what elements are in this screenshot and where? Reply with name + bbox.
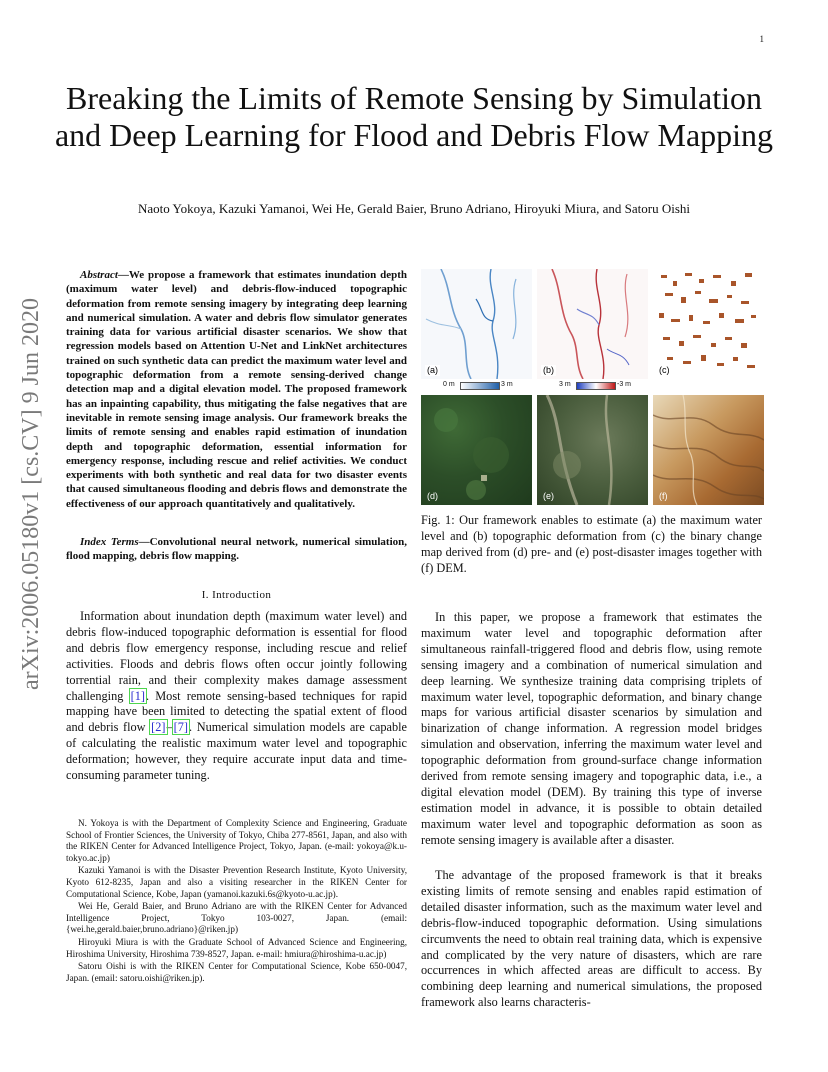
dem-hillshade (653, 395, 764, 505)
author-footnotes (66, 818, 407, 985)
figure-1 (421, 269, 764, 509)
intro-paragraph (66, 609, 407, 784)
colorbar-max: -3 m (617, 381, 631, 388)
citation-range-dash: – (166, 720, 173, 735)
water-level-map (421, 269, 532, 379)
colorbar-min: 3 m (559, 381, 571, 388)
footnote: Wei He, Gerald Baier, and Bruno Adriano are with the RIKEN Center for Advanced Intelligence Project, Tokyo 103-0027, Japan. (email: {wei.he,gerald.baier,bruno.adriano}@riken.jp) (66, 901, 407, 935)
footnote: Hiroyuki Miura is with the Graduate School of Advanced Science and Engineering, Hiroshima University, Hiroshima 739-8527, Japan. e-mail: hmiura@hiroshima-u.ac.jp) (66, 936, 407, 959)
figure-caption: Fig. 1: Our framework enables to estimate (a) the maximum water level and (b) topographic deformation from (c) the binary change map derived from (d) pre- and (e) post-disaster images together with (f) DEM. (421, 513, 762, 575)
footnote: N. Yokoya is with the Department of Complexity Science and Engineering, Graduate School of Frontier Sciences, the University of Tokyo, Chiba 277-8561, Japan, and also with the RIKEN Center for Advanced Intelligence Project, Tokyo, Japan. (e-mail: yokoya@k.u-tokyo.ac.jp) (66, 818, 407, 863)
panel-dem (653, 395, 764, 505)
satellite-image-post (537, 395, 648, 505)
change-map (653, 269, 764, 379)
panel-label: (a) (427, 365, 438, 375)
intro-text-part: . Most remote sensing-based techniques for rapid mapping have been limited to detecting the spatial extent of flood and debris flow (66, 688, 407, 735)
deformation-map (537, 269, 648, 379)
intro-paragraph-right-2: The advantage of the proposed framework is that it breaks existing limits of remote sensing and enables rapid estimation of detailed disaster information, such as the maximum water level and debris-flow-induced topographic deformation. Using simulations circumvents the need to obtain real training data, which is expensive and complicated by the very nature of disasters, which are rare occurrences in which affected areas are difficult to access. By combining deep learning and numerical simulations, the proposed framework also learns characteris- (421, 868, 762, 1010)
citation-link[interactable]: [7] (173, 720, 189, 735)
abstract-label: Abstract (80, 269, 118, 281)
colorbar-max: 3 m (501, 381, 513, 388)
citation-link[interactable]: [1] (130, 688, 145, 703)
intro-paragraph-right-1: In this paper, we propose a framework that estimates the maximum water level and topographic deformation after simultaneous rainfall-triggered flood and debris flow, using remote sensing imagery and a combination of numerical simulation and deep learning. We synthesize training data comprising triplets of maximum water level, topographic deformation, and binary change maps for various artificial disaster scenarios by simulation and binarization of change information. A regression model bridges simulation and observation, inferring the maximum water level and topographic deformation from ground-surface change information derived from remote sensing imagery and topographic data, i.e., a digital elevation model (DEM). By training this type of inverse estimation model in advance, it is possible to obtain detailed maximum water level and topographic deformation as soon as remote sensing imagery is available after a disaster. (421, 610, 762, 847)
section-heading: I. Introduction (201, 589, 272, 601)
index-terms: Index Terms—Convolutional neural network, numerical simulation, flood mapping, debris flow mapping. (66, 536, 407, 563)
colorbar-gradient (576, 382, 616, 390)
abstract: Abstract—We propose a framework that estimates inundation depth (maximum water level) and debris-flow-induced topographic deformation from remote sensing imagery by integrating deep learning and numerical simulation. A water and debris flow simulator generates training data for various artificial disaster scenarios. We show that regression models based on Attention U-Net and LinkNet architectures trained on such synthetic data can predict the maximum water level and topographic deformation from a remote sensing-derived change detection map and a digital elevation model. The proposed framework has an inpainting capability, thus mitigating the false negatives that are inevitable in remote sensing image analysis. Our framework breaks the limits of remote sensing and enables rapid estimation of inundation depth and topographic deformation, essential information for emergency response, including rescue and relief activities. We conduct experiments with both synthetic and real data for two disaster events that caused simultaneous flooding and debris flows and demonstrate the effectiveness of our approach quantitatively and qualitatively. (66, 269, 407, 510)
panel-label: (f) (659, 491, 668, 501)
panel-water-level (421, 269, 532, 379)
arxiv-stamp: arXiv:2006.05180v1 [cs.CV] 9 Jun 2020 (18, 298, 44, 690)
colorbar-water (443, 381, 518, 391)
panel-label: (c) (659, 365, 670, 375)
panel-deformation (537, 269, 648, 379)
footnote: Satoru Oishi is with the RIKEN Center for Computational Science, Kobe 650-0047, Japan. (email: satoru.oishi@riken.jp). (66, 961, 407, 983)
citation-link[interactable]: [2] (151, 720, 166, 735)
panel-label: (e) (543, 491, 554, 501)
page-number: 1 (759, 34, 764, 44)
index-terms-label: Index Terms (80, 536, 139, 548)
satellite-image-pre (421, 395, 532, 505)
panel-pre-disaster-image (421, 395, 532, 505)
footnote: Kazuki Yamanoi is with the Disaster Prevention Research Institute, Kyoto University, Kyoto 612-8235, Japan and also a visiting researcher in the RIKEN Center for Computational Science, Kobe, Japan (yamanoi.kazuki.6s@kyoto-u.ac.jp). (66, 865, 407, 899)
colorbar-gradient (460, 382, 500, 390)
index-terms-text: Convolutional neural network, numerical simulation, flood mapping, debris flow mapping. (66, 536, 407, 563)
colorbar-deformation (559, 381, 634, 391)
intro-text-part: . Numerical simulation models are capable of calculating the realistic maximum water level and topographic deformation; however, they require accurate input data and time-consuming parameter tuning. (66, 720, 408, 783)
paper-title: Breaking the Limits of Remote Sensing by Simulation and Deep Learning for Flood and Debris Flow Mapping (54, 80, 774, 153)
intro-text-part: Information about inundation depth (maximum water level) and debris flow-induced topographic deformation is essential for flood and debris flow emergency response, including rescue and relief activities. Floods and debris flows often occur jointly following torrential rain, and their complexity makes damage assessment challenging (66, 609, 407, 703)
panel-post-disaster-image (537, 395, 648, 505)
colorbar-min: 0 m (443, 381, 455, 388)
panel-label: (d) (427, 491, 438, 501)
panel-change-map (653, 269, 764, 379)
author-list: Naoto Yokoya, Kazuki Yamanoi, Wei He, Gerald Baier, Bruno Adriano, Hiroyuki Miura, and Satoru Oishi (137, 201, 691, 216)
abstract-text: We propose a framework that estimates inundation depth (maximum water level) and debris-flow-induced topographic deformation from remote sensing imagery by integrating deep learning and numerical simulation. A water and debris flow simulator generates training data for various artificial disaster scenarios. We show that regression models based on Attention U-Net and LinkNet architectures trained on such synthetic data can predict the maximum water level and topographic deformation from a remote sensing-derived change detection map and a digital elevation model. The proposed framework has an inpainting capability, thus mitigating the false negatives that are inevitable in remote sensing image analysis. Our framework breaks the limits of remote sensing and enables rapid estimation of inundation depth and topographic deformation, essential information for emergency response, including rescue and relief activities. We conduct experiments with both synthetic and real data for two disaster events that caused simultaneous flooding and debris flows and demonstrate the effectiveness of our approach quantitatively and qualitatively. (66, 269, 407, 510)
panel-label: (b) (543, 365, 554, 375)
